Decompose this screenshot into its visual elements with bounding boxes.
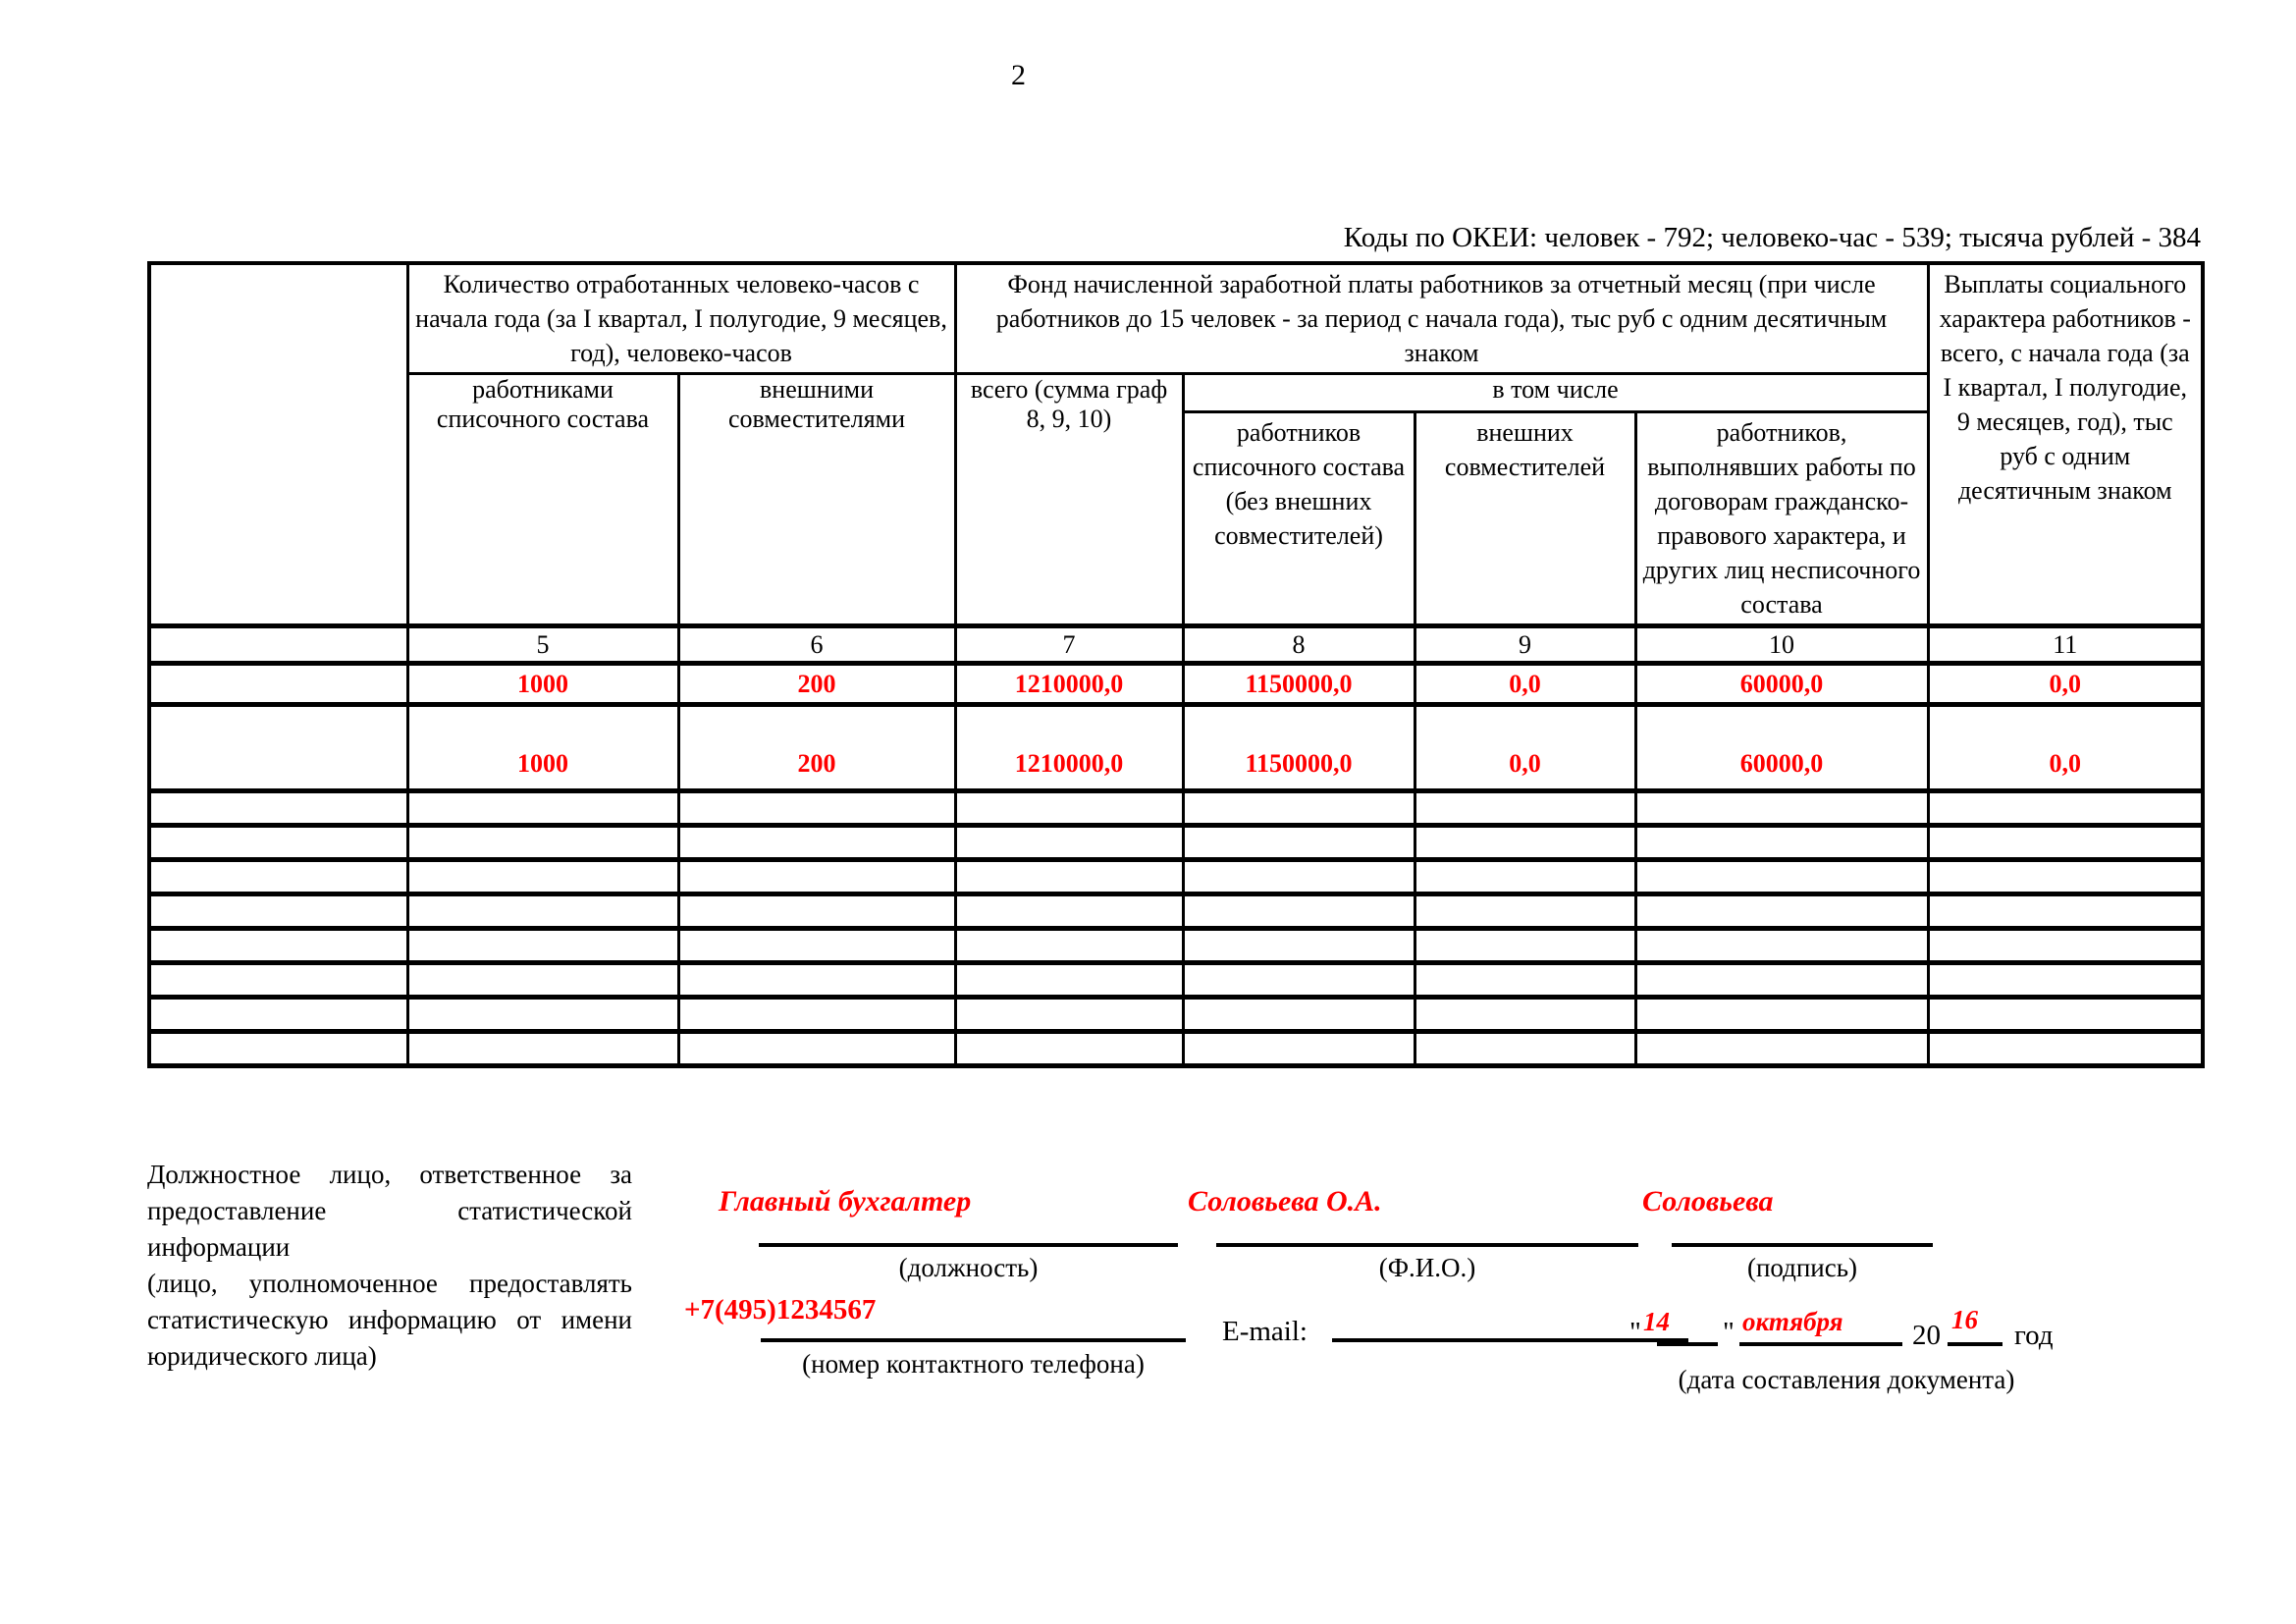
header-row-1 [149, 263, 2203, 374]
table-empty-cell [1415, 894, 1635, 929]
table-empty-cell [149, 894, 407, 929]
data-cell: 1210000,0 [955, 705, 1183, 791]
header-col5: работниками списочного состава [407, 374, 678, 626]
data-cell: 60000,0 [1635, 664, 1928, 705]
table-empty-cell [1183, 1032, 1415, 1066]
table-empty-cell [1928, 894, 2203, 929]
table-empty-cell [407, 826, 678, 860]
signature-value: Соловьева [1642, 1185, 1774, 1218]
table-empty-cell [1415, 929, 1635, 963]
table-empty-row [149, 826, 2203, 860]
table-empty-cell [149, 1032, 407, 1066]
table-empty-cell [1415, 1032, 1635, 1066]
header-col10: работников, выполнявших работы по договорам гражданско-правового характера, и других лиц несписочного состава [1635, 412, 1928, 626]
table-empty-row [149, 929, 2203, 963]
data-cell-label [149, 664, 407, 705]
column-numbers-row [149, 626, 2203, 664]
table-empty-cell [1635, 894, 1928, 929]
table-empty-cell [1415, 791, 1635, 826]
table-empty-cell [1635, 860, 1928, 894]
phone-value: +7(495)1234567 [684, 1294, 877, 1326]
table-empty-cell [1415, 826, 1635, 860]
table-empty-cell [149, 998, 407, 1032]
table-empty-cell [1928, 860, 2203, 894]
phone-line [761, 1338, 1186, 1342]
table-empty-cell [1928, 826, 2203, 860]
position-line [759, 1243, 1178, 1247]
header-col9: внешних совместителей [1415, 412, 1635, 626]
table-empty-cell [1183, 791, 1415, 826]
data-cell: 0,0 [1415, 705, 1635, 791]
table-empty-cell [407, 929, 678, 963]
fio-value: Соловьева О.А. [1188, 1185, 1382, 1218]
table-empty-cell [149, 963, 407, 998]
table-empty-cell [1928, 998, 2203, 1032]
table-empty-cell [1415, 998, 1635, 1032]
table-empty-cell [678, 998, 955, 1032]
header-hours-group: Количество отработанных человеко-часов с начала года (за I квартал, I полугодие, 9 месяцев, год), человеко-часов [407, 263, 955, 374]
official-note-line: юридического лица) [147, 1341, 377, 1371]
table-empty-cell [678, 963, 955, 998]
header-col8: работников списочного состава (без внешних совместителей) [1183, 412, 1415, 626]
table-empty-cell [1415, 963, 1635, 998]
table-empty-cell [678, 860, 955, 894]
email-label: E-mail: [1222, 1316, 1308, 1347]
table-empty-cell [149, 860, 407, 894]
report-table [147, 261, 2205, 1068]
table-empty-cell [1183, 998, 1415, 1032]
table-empty-cell [955, 1032, 1183, 1066]
data-row-1 [149, 664, 2203, 705]
table-empty-cell [955, 998, 1183, 1032]
table-empty-cell [1635, 1032, 1928, 1066]
header-col6: внешними совместителями [678, 374, 955, 626]
position-label: (должность) [898, 1253, 1039, 1282]
table-empty-row [149, 791, 2203, 826]
date-quote-close: " [1723, 1317, 1735, 1348]
table-empty-row [149, 894, 2203, 929]
table-empty-cell [955, 860, 1183, 894]
table-empty-cell [1635, 963, 1928, 998]
column-number: 10 [1635, 626, 1928, 664]
date-century-prefix: 20 [1912, 1320, 1941, 1351]
official-note [147, 1157, 632, 1375]
date-year-suffix: год [2014, 1320, 2054, 1351]
table-empty-cell [678, 894, 955, 929]
table-empty-cell [1928, 963, 2203, 998]
table-empty-cell [1183, 860, 1415, 894]
data-cell: 1150000,0 [1183, 705, 1415, 791]
table-empty-cell [407, 791, 678, 826]
date-day-value: 14 [1643, 1307, 1670, 1336]
table-empty-row [149, 1032, 2203, 1066]
date-year-value: 16 [1951, 1305, 1978, 1334]
table-empty-cell [1928, 929, 2203, 963]
column-number: 8 [1183, 626, 1415, 664]
data-cell: 60000,0 [1635, 705, 1928, 791]
fio-line [1216, 1243, 1638, 1247]
table-empty-cell [1635, 998, 1928, 1032]
official-note-line: предоставление статистической информации [147, 1196, 632, 1262]
table-empty-cell [1635, 826, 1928, 860]
table-empty-cell [1928, 791, 2203, 826]
official-note-line: Должностное лицо, ответственное за [147, 1160, 632, 1189]
table-empty-cell [149, 826, 407, 860]
data-row-2 [149, 705, 2203, 791]
table-empty-row [149, 998, 2203, 1032]
fio-label: (Ф.И.О.) [1378, 1253, 1476, 1282]
data-cell: 0,0 [1415, 664, 1635, 705]
table-empty-cell [407, 963, 678, 998]
header-col7: всего (сумма граф 8, 9, 10) [955, 374, 1183, 626]
data-cell-label [149, 705, 407, 791]
table-empty-cell [678, 1032, 955, 1066]
column-number: 11 [1928, 626, 2203, 664]
table-empty-cell [1183, 894, 1415, 929]
table-empty-row [149, 963, 2203, 998]
data-cell: 1000 [407, 705, 678, 791]
table-empty-cell [1635, 791, 1928, 826]
data-cell: 200 [678, 664, 955, 705]
table-empty-cell [1928, 1032, 2203, 1066]
data-cell: 1210000,0 [955, 664, 1183, 705]
table-empty-cell [407, 1032, 678, 1066]
position-value: Главный бухгалтер [719, 1185, 972, 1218]
table-empty-cell [149, 929, 407, 963]
table-empty-cell [955, 929, 1183, 963]
date-month-line [1739, 1342, 1902, 1346]
header-social-column: Выплаты социального характера работников - всего, с начала года (за I квартал, I полугодие, 9 месяцев, год), тыс руб с одним десятичным знаком [1928, 263, 2203, 626]
table-empty-cell [407, 894, 678, 929]
phone-label: (номер контактного телефона) [802, 1349, 1145, 1379]
column-number-empty [149, 626, 407, 664]
table-empty-cell [1183, 963, 1415, 998]
date-day-line [1657, 1342, 1718, 1346]
table-empty-cell [1415, 860, 1635, 894]
column-number: 7 [955, 626, 1183, 664]
table-empty-row [149, 860, 2203, 894]
column-number: 9 [1415, 626, 1635, 664]
date-quote-open: " [1629, 1317, 1641, 1348]
page-number: 2 [1011, 59, 1026, 91]
official-note-line: (лицо, уполномоченное предоставлять [147, 1269, 632, 1298]
table-empty-cell [407, 998, 678, 1032]
data-cell: 0,0 [1928, 705, 2203, 791]
header-in-tom-chisle: в том числе [1183, 374, 1928, 412]
table-empty-cell [1635, 929, 1928, 963]
date-label: (дата составления документа) [1678, 1365, 2015, 1394]
data-cell: 200 [678, 705, 955, 791]
table-empty-cell [955, 791, 1183, 826]
table-empty-cell [407, 860, 678, 894]
signature-line [1672, 1243, 1933, 1247]
data-cell: 1000 [407, 664, 678, 705]
data-cell: 0,0 [1928, 664, 2203, 705]
okei-codes-line: Коды по ОКЕИ: человек - 792; человеко-час - 539; тысяча рублей - 384 [1343, 222, 2201, 253]
header-row-2 [149, 374, 2203, 412]
table-empty-cell [149, 791, 407, 826]
table-empty-cell [955, 963, 1183, 998]
column-number: 5 [407, 626, 678, 664]
date-month-value: октября [1742, 1307, 1843, 1336]
table-empty-cell [955, 826, 1183, 860]
table-empty-cell [1183, 929, 1415, 963]
data-cell: 1150000,0 [1183, 664, 1415, 705]
table-empty-cell [1183, 826, 1415, 860]
header-empty-cell [149, 263, 407, 626]
column-number: 6 [678, 626, 955, 664]
header-fund-group: Фонд начисленной заработной платы работников за отчетный месяц (при числе работников до 15 человек - за период с начала года), тыс руб с одним десятичным знаком [955, 263, 1928, 374]
official-note-line: статистическую информацию от имени [147, 1305, 632, 1334]
signature-label: (подпись) [1746, 1253, 1858, 1282]
table-empty-cell [678, 826, 955, 860]
table-empty-cell [678, 791, 955, 826]
table-empty-cell [678, 929, 955, 963]
date-year-line [1948, 1342, 2002, 1346]
table-empty-cell [955, 894, 1183, 929]
